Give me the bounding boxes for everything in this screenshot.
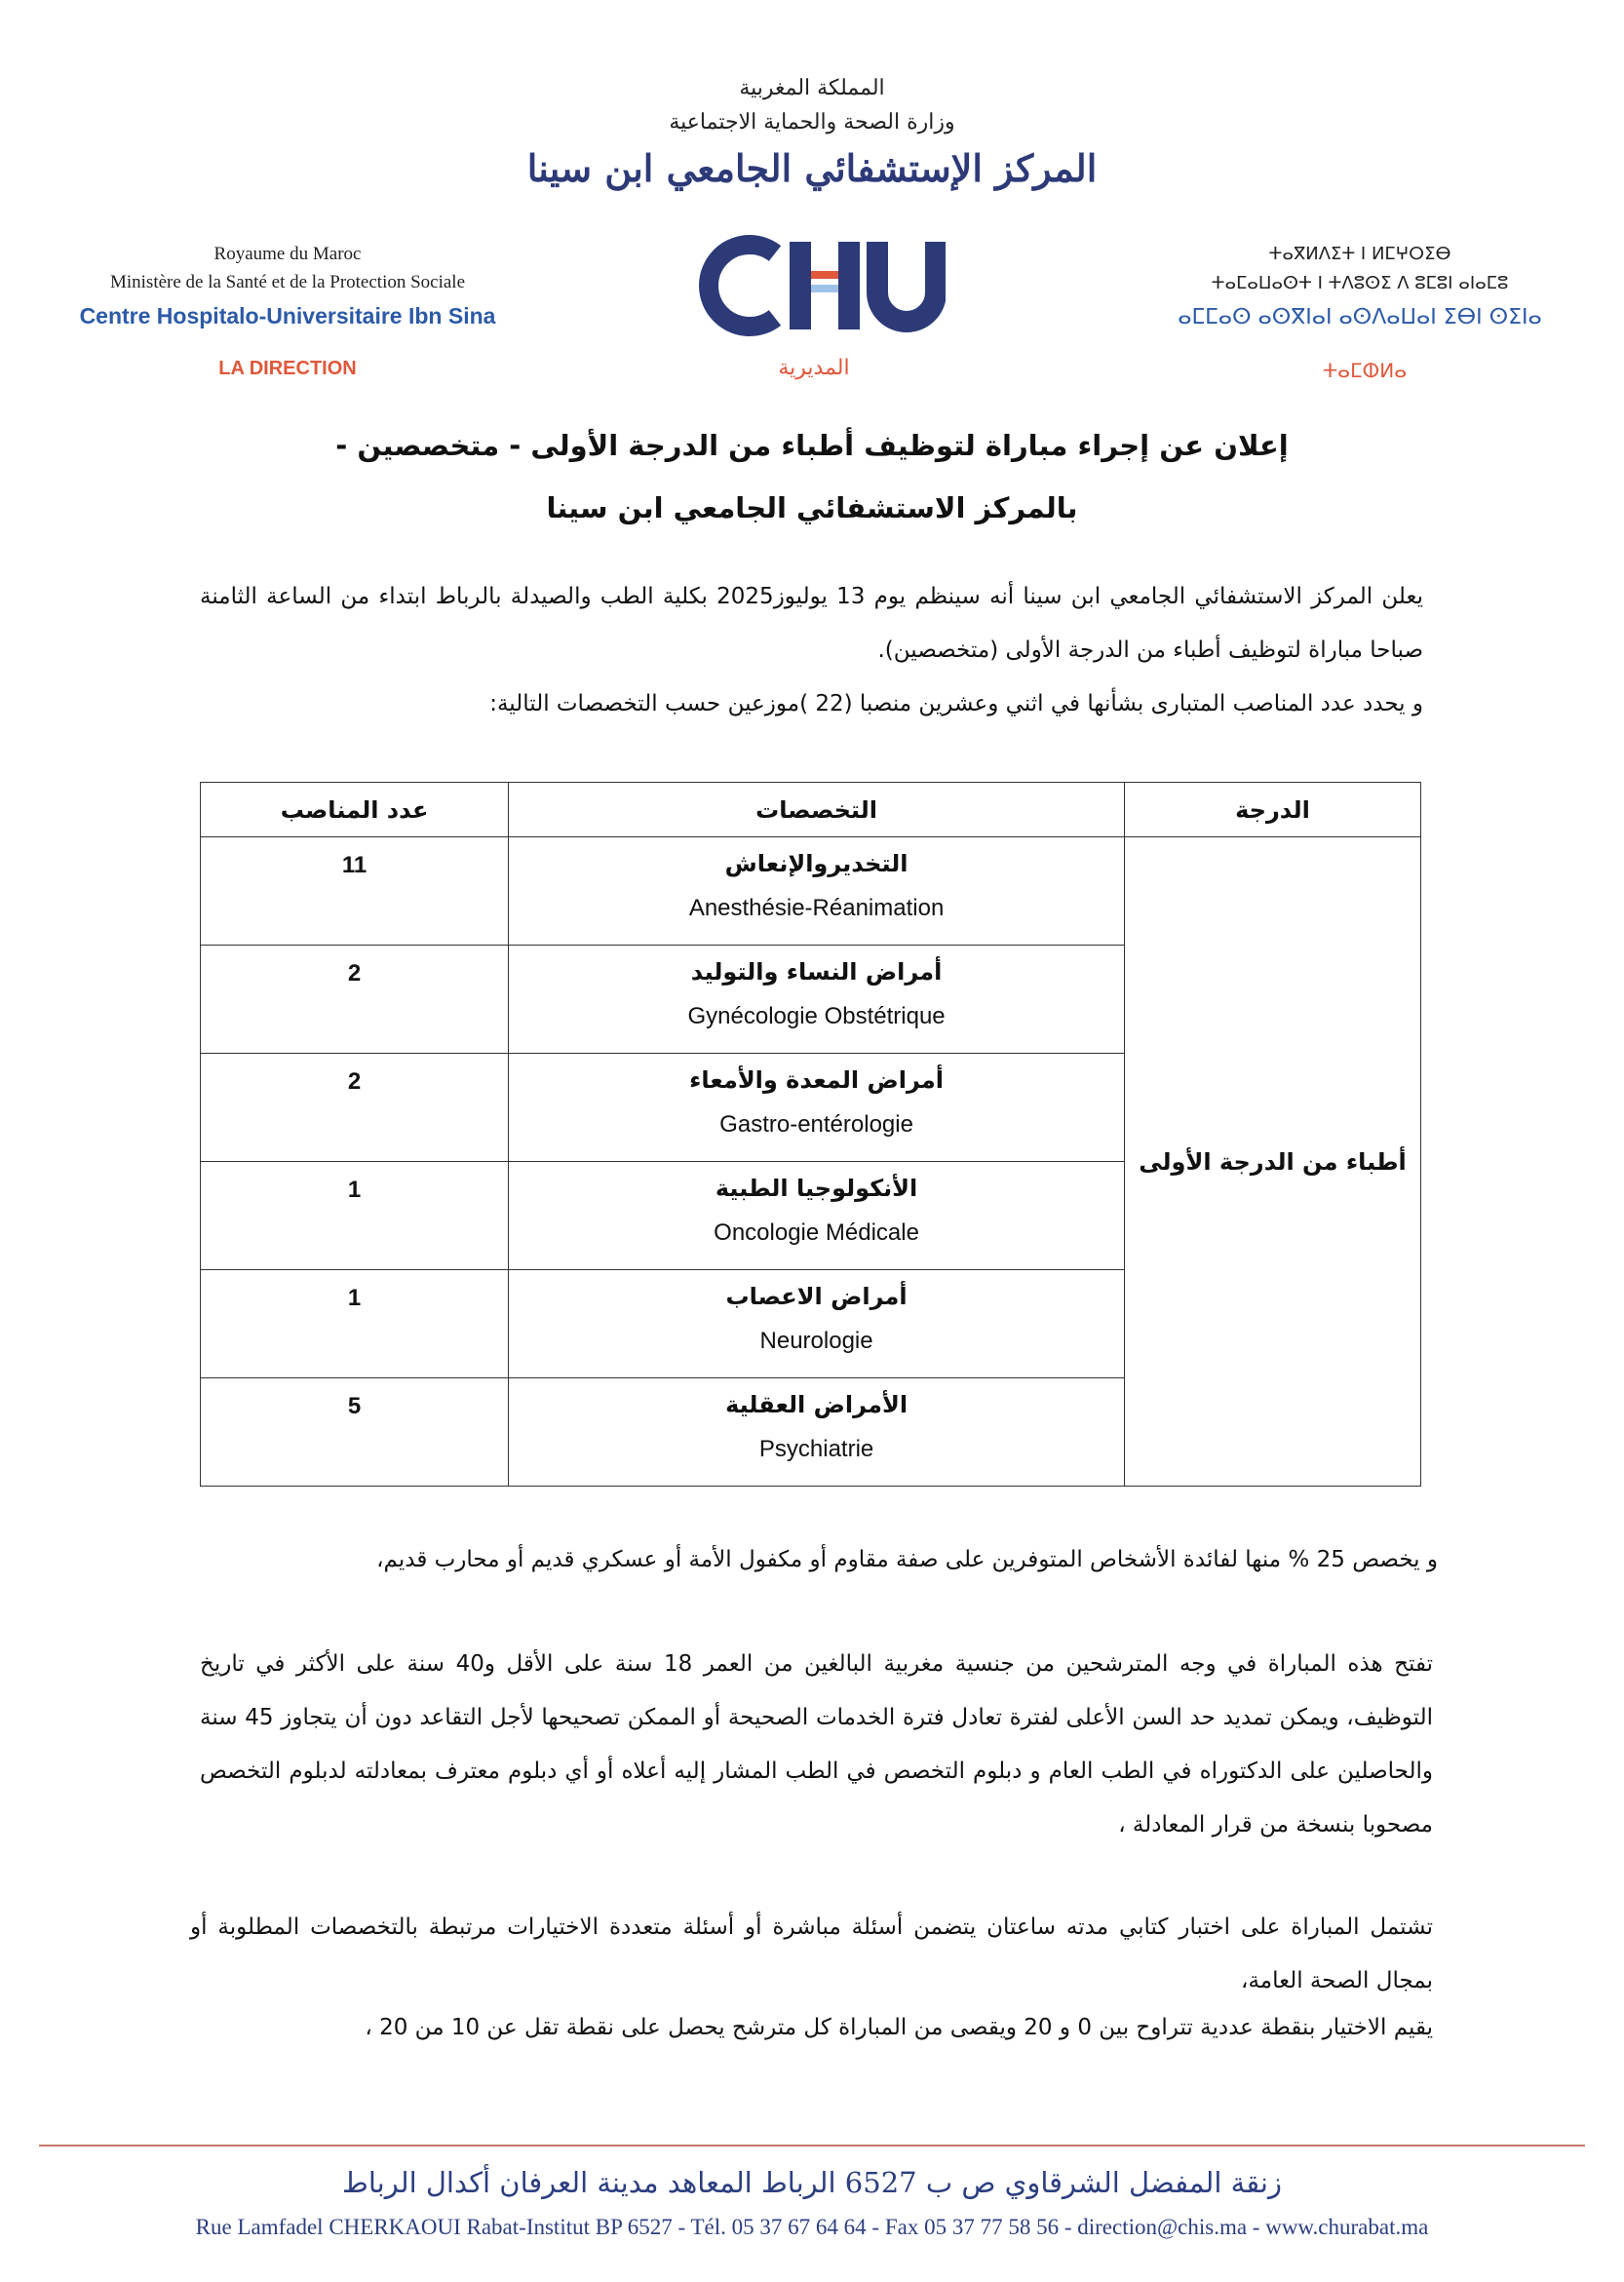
specialty-ar: أمراض الاعصاب — [725, 1283, 908, 1310]
header-fr-center: Centre Hospitalo-Universitaire Ibn Sina — [79, 303, 496, 329]
count-cell — [201, 1270, 509, 1378]
specialty-cell — [509, 1270, 1125, 1378]
specialty-fr: Gynécologie Obstétrique — [687, 1003, 946, 1029]
specialty-cell — [509, 1162, 1125, 1270]
announcement-title-line2: بالمركز الاستشفائي الجامعي ابن سينا — [546, 491, 1078, 524]
footer-divider — [39, 2145, 1585, 2147]
table-row — [201, 837, 1421, 946]
count-value: 2 — [347, 960, 362, 986]
specialty-fr: Oncologie Médicale — [714, 1219, 919, 1246]
specialty-fr: Anesthésie-Réanimation — [688, 895, 945, 921]
announcement-title-line1: إعلان عن إجراء مباراة لتوظيف أطباء من الدرجة الأولى - متخصصين - — [335, 429, 1289, 462]
header-tf-direction: ⵜⴰⵎⵀⵍⴰ — [1322, 359, 1408, 382]
table-header-row — [201, 783, 1421, 837]
header-ar-ministry: وزارة الصحة والحماية الاجتماعية — [669, 110, 955, 135]
count-value: 5 — [347, 1393, 362, 1419]
count-value: 2 — [347, 1068, 362, 1095]
specialty-cell — [509, 946, 1125, 1054]
header-ar-center: المركز الإستشفائي الجامعي ابن سينا — [526, 146, 1098, 190]
count-cell — [201, 1378, 509, 1487]
header-fr-kingdom: Royaume du Maroc — [213, 244, 362, 264]
count-value: 11 — [341, 852, 367, 878]
count-cell — [201, 1162, 509, 1270]
count-cell — [201, 946, 509, 1054]
header-tf-center: ⴰⵎⵎⴰⵙ ⴰⵙⴳⵏⴰⵏ ⴰⵙⴷⴰⵡⴰⵏ ⵉⴱⵏ ⵙⵉⵏⴰ — [1178, 305, 1542, 329]
header-ar-direction: المديرية — [778, 356, 850, 380]
reserved-quota-paragraph: و يخصص 25 % منها لفائدة الأشخاص المتوفرين على صفة مقاوم أو مكفول الأمة أو عسكري قديم أو محارب قديم، — [376, 1547, 1438, 1572]
exam-paragraph: تشتمل المباراة على اختبار كتابي مدته ساعتان يتضمن أسئلة مباشرة أو أسئلة متعددة الاختيارات مرتبطة بالتخصصات المطلوبة أو بمجال الصحة العامة، — [190, 1915, 1433, 1993]
count-cell — [201, 837, 509, 946]
footer-fr-address: Rue Lamfadel CHERKAOUI Rabat-Institut BP 6527 - Tél. 05 37 67 64 64 - Fax 05 37 77 58 56 - direction@chis.ma - www.churabat.ma — [195, 2215, 1429, 2239]
specialty-fr: Gastro-entérologie — [719, 1111, 913, 1138]
specialty-fr: Psychiatrie — [758, 1436, 874, 1462]
header-specialty: التخصصات — [509, 783, 1125, 837]
specialty-ar: الأنكولوجيا الطبية — [715, 1175, 918, 1202]
count-value: 1 — [347, 1177, 362, 1203]
header-fr-direction: LA DIRECTION — [218, 358, 357, 379]
specialty-cell — [509, 1378, 1125, 1487]
intro-positions-count: و يحدد عدد المناصب المتبارى بشأنها في اثني وعشرين منصبا (22 )موزعين حسب التخصصات التالية: — [489, 691, 1423, 716]
count-value: 1 — [347, 1285, 362, 1311]
intro-paragraph: يعلن المركز الاستشفائي الجامعي ابن سينا أنه سينظم يوم 13 يوليوز2025 بكلية الطب والصيدلة بالرباط ابتداء من الساعة الثامنة صباحا مباراة لتوظيف أطباء من الدرجة الأولى (متخصصين). — [200, 584, 1424, 663]
header-tf-kingdom: ⵜⴰⴳⵍⴷⵉⵜ ⵏ ⵍⵎⵖⵔⵉⴱ — [1268, 244, 1451, 264]
specialty-cell — [509, 1054, 1125, 1162]
header-tf-ministry: ⵜⴰⵎⴰⵡⴰⵙⵜ ⵏ ⵜⴷⵓⵙⵉ ⴷ ⵓⵎⵓⵏ ⴰⵏⴰⵎⵓ — [1211, 273, 1509, 293]
specialty-ar: التخديروالإنعاش — [724, 850, 909, 877]
eligibility-paragraph: تفتح هذه المباراة في وجه المترشحين من جنسية مغربية البالغين من العمر 18 سنة على الأقل و40 سنة على الأكثر في تاريخ التوظيف، ويمكن تمديد حد السن الأعلى لفترة تعادل فترة الخدمات الصحيحة أو الممكن تصحيحها لأجل التقاعد دون أن يتجاوز 45 سنة والحاصلين على الدكتوراه في الطب العام و دبلوم التخصص في الطب المشار إليه أعلاه أو أي دبلوم معترف بمعادلته لدبلوم التخصص مصحوبا بنسخة من قرار المعادلة ، — [200, 1651, 1433, 1837]
specialty-fr: Neurologie — [759, 1328, 873, 1354]
header-grade: الدرجة — [1125, 783, 1421, 837]
chu-logo — [682, 232, 946, 339]
grade-cell: أطباء من الدرجة الأولى — [1125, 837, 1421, 1487]
grading-paragraph: يقيم الاختيار بنقطة عددية تتراوح بين 0 و 20 ويقصى من المباراة كل مترشح يحصل على نقطة تقل عن 10 من 20 ، — [365, 2015, 1433, 2040]
header-count: عدد المناصب — [201, 783, 509, 837]
specialty-ar: الأمراض العقلية — [725, 1391, 909, 1418]
positions-table — [200, 782, 1421, 1487]
header-ar-kingdom: المملكة المغربية — [739, 76, 885, 100]
count-cell — [201, 1054, 509, 1162]
specialty-cell — [509, 837, 1125, 946]
specialty-ar: أمراض النساء والتوليد — [690, 958, 943, 986]
footer-ar-address: زنقة المفضل الشرقاوي ص ب 6527 الرباط المعاهد مدينة العرفان أكدال الرباط — [342, 2166, 1282, 2199]
chu-logo-graphic — [682, 232, 946, 339]
specialty-ar: أمراض المعدة والأمعاء — [689, 1066, 944, 1094]
header-fr-ministry: Ministère de la Santé et de la Protection Sociale — [109, 272, 466, 292]
